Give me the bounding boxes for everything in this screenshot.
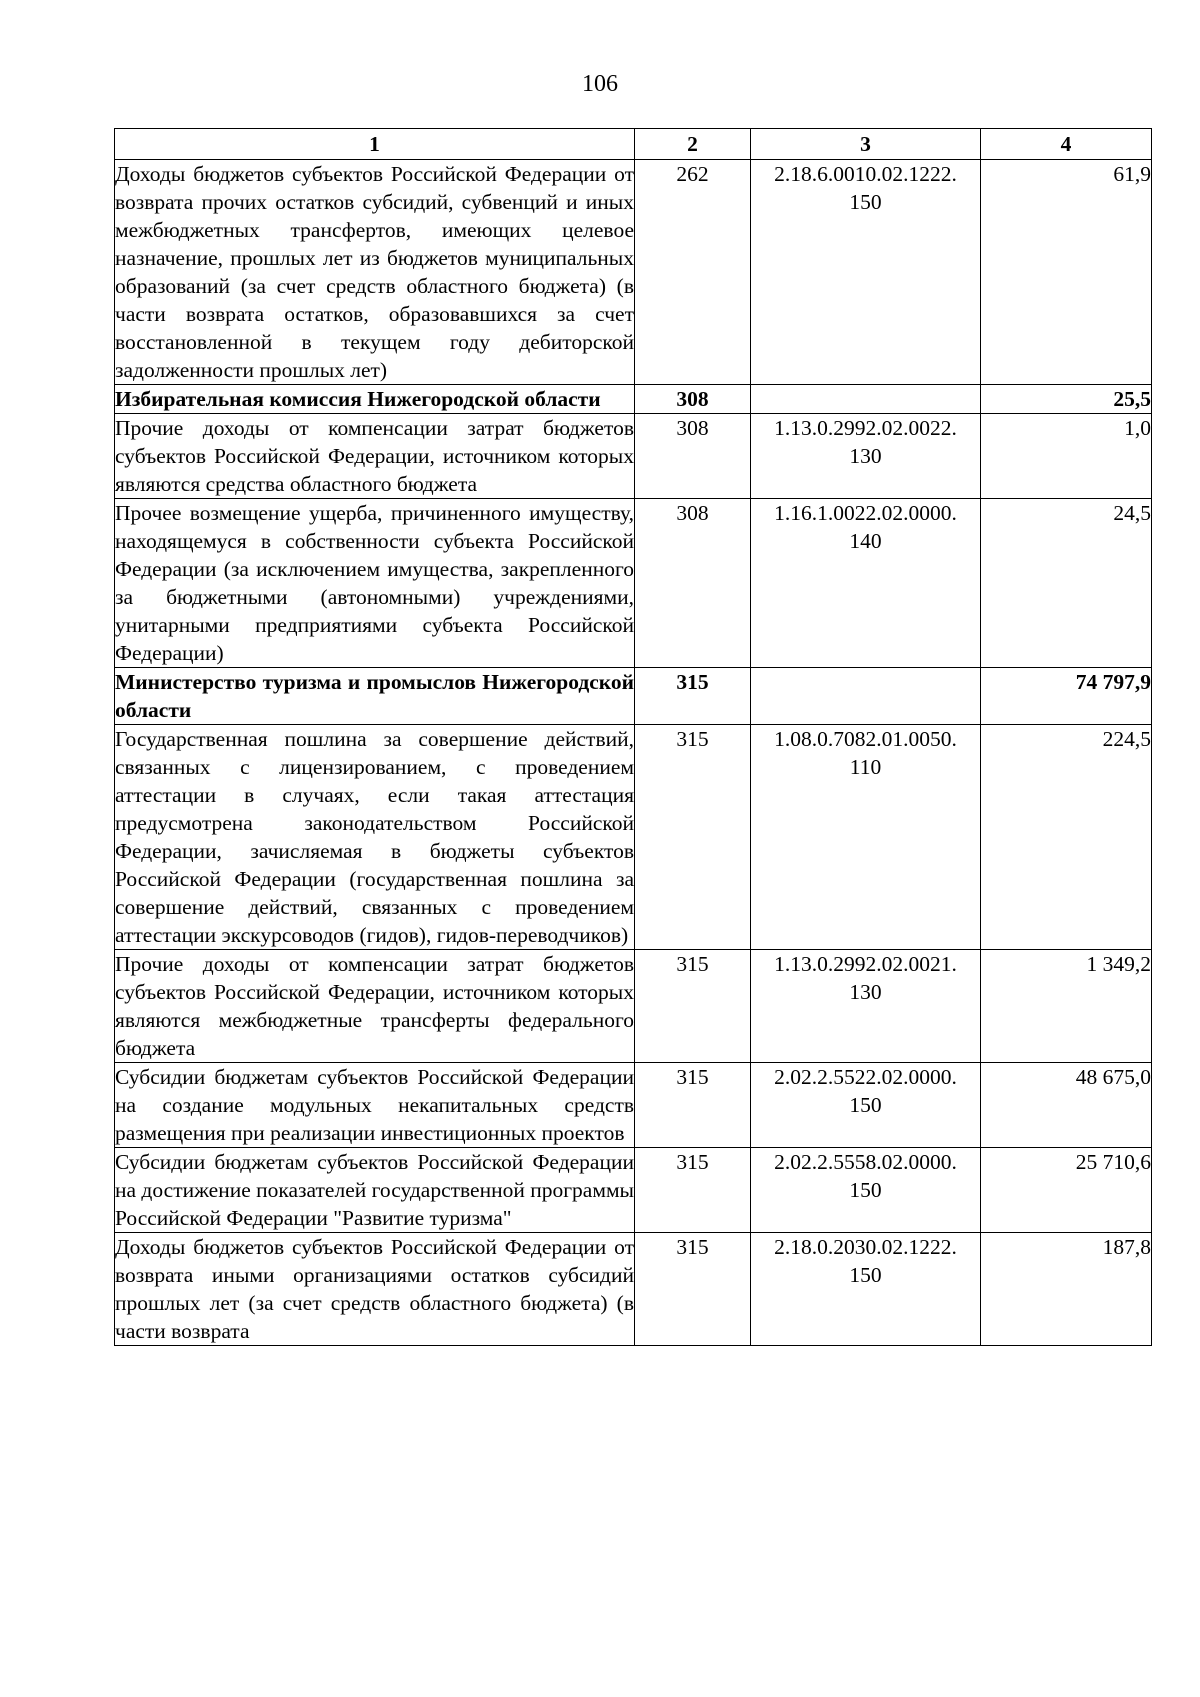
column-header-admin-code: 2 <box>635 129 751 160</box>
kbk-line-1: 1.16.1.0022.02.0000. <box>774 501 957 525</box>
row-amount: 1 349,2 <box>981 950 1152 1063</box>
row-amount: 224,5 <box>981 725 1152 950</box>
row-amount: 25 710,6 <box>981 1148 1152 1233</box>
kbk-line-1: 2.18.0.2030.02.1222. <box>774 1235 957 1259</box>
row-amount: 25,5 <box>981 385 1152 414</box>
row-admin-code: 315 <box>635 950 751 1063</box>
row-kbk <box>751 385 981 414</box>
column-header-description: 1 <box>115 129 635 160</box>
kbk-line-1: 2.18.6.0010.02.1222. <box>774 162 957 186</box>
row-kbk <box>751 414 981 499</box>
row-description: Доходы бюджетов субъектов Российской Федерации от возврата иными организациями остатков субсидий прошлых лет (за счет средств областного бюджета) (в части возврата <box>115 1233 635 1346</box>
row-kbk <box>751 1063 981 1148</box>
row-amount: 74 797,9 <box>981 668 1152 725</box>
kbk-line-2: 150 <box>849 1263 882 1287</box>
row-kbk <box>751 499 981 668</box>
row-amount: 187,8 <box>981 1233 1152 1346</box>
table-row <box>115 499 1152 668</box>
row-kbk <box>751 668 981 725</box>
table-row <box>115 1063 1152 1148</box>
kbk-line-1: 1.08.0.7082.01.0050. <box>774 727 957 751</box>
row-admin-code: 308 <box>635 414 751 499</box>
table-header-row <box>115 129 1152 160</box>
table-row <box>115 1148 1152 1233</box>
table-row-ministry <box>115 385 1152 414</box>
row-description: Доходы бюджетов субъектов Российской Федерации от возврата прочих остатков субсидий, субвенций и иных межбюджетных трансфертов, имеющих целевое назначение, прошлых лет из бюджетов муниципальных образований (за счет средств областного бюджета) (в части возврата остатков, образовавшихся за счет восстановленной в текущем году дебиторской задолженности прошлых лет) <box>115 160 635 385</box>
row-amount: 24,5 <box>981 499 1152 668</box>
row-kbk <box>751 160 981 385</box>
row-amount: 1,0 <box>981 414 1152 499</box>
kbk-line-2: 140 <box>849 529 882 553</box>
row-description: Субсидии бюджетам субъектов Российской Федерации на достижение показателей государственной программы Российской Федерации "Развитие туризма" <box>115 1148 635 1233</box>
kbk-line-2: 130 <box>849 444 882 468</box>
row-amount: 48 675,0 <box>981 1063 1152 1148</box>
row-admin-code: 308 <box>635 385 751 414</box>
table-row <box>115 414 1152 499</box>
table-row <box>115 160 1152 385</box>
kbk-line-2: 130 <box>849 980 882 1004</box>
row-description: Прочие доходы от компенсации затрат бюджетов субъектов Российской Федерации, источником которых являются межбюджетные трансферты федерального бюджета <box>115 950 635 1063</box>
table-row <box>115 950 1152 1063</box>
budget-revenue-table <box>114 128 1152 1346</box>
row-admin-code: 315 <box>635 668 751 725</box>
kbk-line-1: 1.13.0.2992.02.0021. <box>774 952 957 976</box>
row-admin-code: 315 <box>635 1233 751 1346</box>
row-kbk <box>751 950 981 1063</box>
row-admin-code: 315 <box>635 1063 751 1148</box>
column-header-kbk: 3 <box>751 129 981 160</box>
row-description: Прочие доходы от компенсации затрат бюджетов субъектов Российской Федерации, источником которых являются средства областного бюджета <box>115 414 635 499</box>
row-kbk <box>751 725 981 950</box>
row-description: Избирательная комиссия Нижегородской области <box>115 385 635 414</box>
row-kbk <box>751 1233 981 1346</box>
row-description: Министерство туризма и промыслов Нижегородской области <box>115 668 635 725</box>
kbk-line-1: 2.02.2.5558.02.0000. <box>774 1150 957 1174</box>
table-row <box>115 725 1152 950</box>
row-admin-code: 315 <box>635 1148 751 1233</box>
kbk-line-1: 2.02.2.5522.02.0000. <box>774 1065 957 1089</box>
kbk-line-1: 1.13.0.2992.02.0022. <box>774 416 957 440</box>
row-admin-code: 315 <box>635 725 751 950</box>
kbk-line-2: 150 <box>849 1178 882 1202</box>
row-amount: 61,9 <box>981 160 1152 385</box>
table-row-ministry <box>115 668 1152 725</box>
row-kbk <box>751 1148 981 1233</box>
row-description: Субсидии бюджетам субъектов Российской Федерации на создание модульных некапитальных средств размещения при реализации инвестиционных проектов <box>115 1063 635 1148</box>
table-row <box>115 1233 1152 1346</box>
row-admin-code: 308 <box>635 499 751 668</box>
row-description: Прочее возмещение ущерба, причиненного имуществу, находящемуся в собственности субъекта Российской Федерации (за исключением имущества, закрепленного за бюджетными (автономными) учреждениями, унитарными предприятиями субъекта Российской Федерации) <box>115 499 635 668</box>
page-number: 106 <box>582 71 618 97</box>
kbk-line-2: 150 <box>849 1093 882 1117</box>
kbk-line-2: 110 <box>849 755 882 779</box>
kbk-line-2: 150 <box>849 190 882 214</box>
row-admin-code: 262 <box>635 160 751 385</box>
column-header-amount: 4 <box>981 129 1152 160</box>
row-description: Государственная пошлина за совершение действий, связанных с лицензированием, с проведением аттестации в случаях, если такая аттестация предусмотрена законодательством Российской Федерации, зачисляемая в бюджеты субъектов Российской Федерации (государственная пошлина за совершение действий, связанных с проведением аттестации экскурсоводов (гидов), гидов-переводчиков) <box>115 725 635 950</box>
